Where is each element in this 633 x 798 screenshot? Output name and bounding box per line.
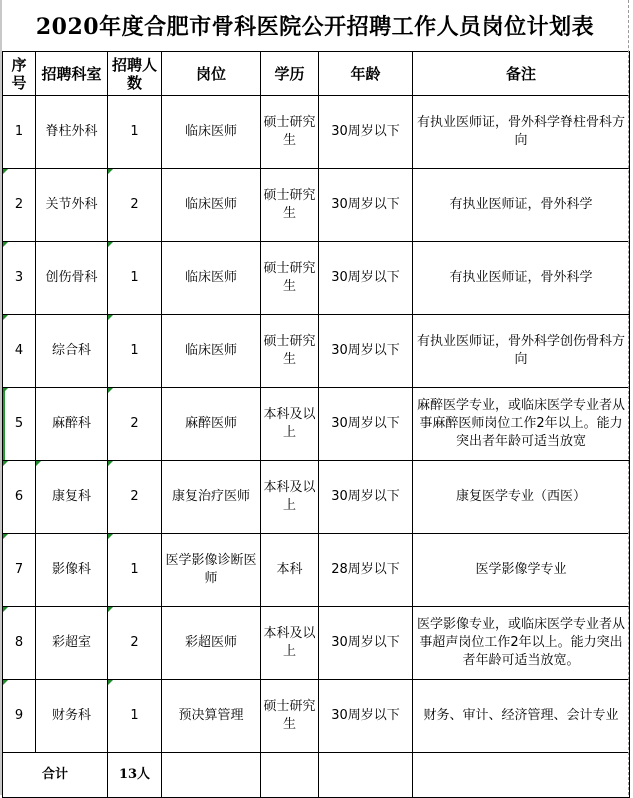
cell-no[interactable]: 4 xyxy=(3,315,36,388)
cell-remark[interactable]: 有执业医师证，骨外科学脊柱骨科方向 xyxy=(413,96,630,169)
error-indicator-icon xyxy=(3,169,8,174)
cell-education[interactable]: 硕士研究生 xyxy=(261,315,319,388)
header-remark[interactable]: 备注 xyxy=(413,52,630,96)
cell-education[interactable]: 硕士研究生 xyxy=(261,680,319,753)
cell-dept[interactable]: 综合科 xyxy=(36,315,108,388)
table-row xyxy=(3,315,630,388)
cell-remark[interactable]: 康复医学专业（西医） xyxy=(413,461,630,534)
recruitment-table xyxy=(2,51,630,798)
cell-age[interactable]: 30周岁以下 xyxy=(319,607,413,680)
cell-no[interactable]: 8 xyxy=(3,607,36,680)
header-education[interactable]: 学历 xyxy=(261,52,319,96)
cell-no[interactable]: 3 xyxy=(3,242,36,315)
error-indicator-icon xyxy=(108,169,113,174)
cell-education[interactable]: 硕士研究生 xyxy=(261,242,319,315)
cell-age[interactable]: 28周岁以下 xyxy=(319,534,413,607)
cell-empty[interactable] xyxy=(261,753,319,798)
cell-empty[interactable] xyxy=(319,753,413,798)
header-count[interactable]: 招聘人数 xyxy=(108,52,162,96)
cell-count[interactable]: 1 xyxy=(108,96,162,169)
cell-dept[interactable]: 麻醉科 xyxy=(36,388,108,461)
header-position[interactable]: 岗位 xyxy=(162,52,261,96)
cell-no[interactable]: 5 xyxy=(3,388,36,461)
cell-remark[interactable]: 有执业医师证，骨外科学 xyxy=(413,169,630,242)
cell-position[interactable]: 临床医师 xyxy=(162,169,261,242)
cell-count[interactable]: 2 xyxy=(108,169,162,242)
table-row-selected xyxy=(3,388,630,461)
cell-no[interactable]: 6 xyxy=(3,461,36,534)
header-age[interactable]: 年龄 xyxy=(319,52,413,96)
table-row xyxy=(3,680,630,753)
cell-empty[interactable] xyxy=(162,753,261,798)
cell-position[interactable]: 医学影像诊断医师 xyxy=(162,534,261,607)
cell-age[interactable]: 30周岁以下 xyxy=(319,315,413,388)
page-break-line xyxy=(628,0,629,795)
cell-dept[interactable]: 关节外科 xyxy=(36,169,108,242)
error-indicator-icon xyxy=(108,315,113,320)
table-row xyxy=(3,534,630,607)
cell-education[interactable]: 本科及以上 xyxy=(261,388,319,461)
cell-remark[interactable]: 医学影像学专业 xyxy=(413,534,630,607)
cell-position[interactable]: 预决算管理 xyxy=(162,680,261,753)
cell-count[interactable]: 2 xyxy=(108,607,162,680)
cell-no[interactable]: 2 xyxy=(3,169,36,242)
cell-remark[interactable]: 麻醉医学专业，或临床医学专业者从事麻醉医师岗位工作2年以上。能力突出者年龄可适当放宽 xyxy=(413,388,630,461)
cell-count[interactable]: 1 xyxy=(108,534,162,607)
cell-dept[interactable]: 康复科 xyxy=(36,461,108,534)
error-indicator-icon xyxy=(3,607,8,612)
cell-remark[interactable]: 财务、审计、经济管理、会计专业 xyxy=(413,680,630,753)
table-title: 2020年度合肥市骨科医院公开招聘工作人员岗位计划表 xyxy=(35,14,595,40)
cell-education[interactable]: 本科 xyxy=(261,534,319,607)
error-indicator-icon xyxy=(3,534,8,539)
error-indicator-icon xyxy=(108,388,113,393)
total-label[interactable]: 合计 xyxy=(3,753,108,798)
total-row xyxy=(3,753,630,798)
error-indicator-icon xyxy=(3,461,8,466)
cell-no[interactable]: 7 xyxy=(3,534,36,607)
cell-remark[interactable]: 医学影像专业，或临床医学专业者从事超声岗位工作2年以上。能力突出者年龄可适当放宽。 xyxy=(413,607,630,680)
cell-dept[interactable]: 创伤骨科 xyxy=(36,242,108,315)
table-row xyxy=(3,607,630,680)
cell-remark[interactable]: 有执业医师证，骨外科学 xyxy=(413,242,630,315)
cell-age[interactable]: 30周岁以下 xyxy=(319,680,413,753)
header-dept[interactable]: 招聘科室 xyxy=(36,52,108,96)
error-indicator-icon xyxy=(3,242,8,247)
cell-remark[interactable]: 有执业医师证，骨外科学创伤骨科方向 xyxy=(413,315,630,388)
cell-no[interactable]: 1 xyxy=(3,96,36,169)
cell-education[interactable]: 本科及以上 xyxy=(261,607,319,680)
header-no[interactable]: 序号 xyxy=(3,52,36,96)
cell-position[interactable]: 康复治疗医师 xyxy=(162,461,261,534)
error-indicator-icon xyxy=(108,680,113,685)
cell-count[interactable]: 1 xyxy=(108,315,162,388)
cell-education[interactable]: 本科及以上 xyxy=(261,461,319,534)
error-indicator-icon xyxy=(108,534,113,539)
cell-position[interactable]: 临床医师 xyxy=(162,315,261,388)
cell-education[interactable]: 硕士研究生 xyxy=(261,96,319,169)
cell-count[interactable]: 1 xyxy=(108,242,162,315)
cell-dept[interactable]: 彩超室 xyxy=(36,607,108,680)
cell-education[interactable]: 硕士研究生 xyxy=(261,169,319,242)
header-row xyxy=(3,52,630,96)
table-row xyxy=(3,461,630,534)
cell-position[interactable]: 彩超医师 xyxy=(162,607,261,680)
cell-dept[interactable]: 影像科 xyxy=(36,534,108,607)
cell-no[interactable]: 9 xyxy=(3,680,36,753)
error-indicator-icon xyxy=(3,388,8,393)
cell-empty[interactable] xyxy=(413,753,630,798)
cell-dept[interactable]: 财务科 xyxy=(36,680,108,753)
cell-age[interactable]: 30周岁以下 xyxy=(319,96,413,169)
cell-count[interactable]: 2 xyxy=(108,461,162,534)
cell-age[interactable]: 30周岁以下 xyxy=(319,461,413,534)
error-indicator-icon xyxy=(3,315,8,320)
table-row xyxy=(3,96,630,169)
error-indicator-icon xyxy=(108,461,113,466)
selection-indicator xyxy=(3,388,6,460)
table-row xyxy=(3,169,630,242)
cell-position[interactable]: 临床医师 xyxy=(162,96,261,169)
error-indicator-icon xyxy=(108,242,113,247)
total-value[interactable]: 13人 xyxy=(108,753,162,798)
cell-count[interactable]: 1 xyxy=(108,680,162,753)
error-indicator-icon xyxy=(36,461,41,466)
cell-age[interactable]: 30周岁以下 xyxy=(319,242,413,315)
cell-age[interactable]: 30周岁以下 xyxy=(319,388,413,461)
error-indicator-icon xyxy=(108,607,113,612)
table-row xyxy=(3,242,630,315)
cell-position[interactable]: 麻醉医师 xyxy=(162,388,261,461)
cell-count[interactable]: 2 xyxy=(108,388,162,461)
error-indicator-icon xyxy=(3,680,8,685)
cell-age[interactable]: 30周岁以下 xyxy=(319,169,413,242)
cell-dept[interactable]: 脊柱外科 xyxy=(36,96,108,169)
cell-position[interactable]: 临床医师 xyxy=(162,242,261,315)
